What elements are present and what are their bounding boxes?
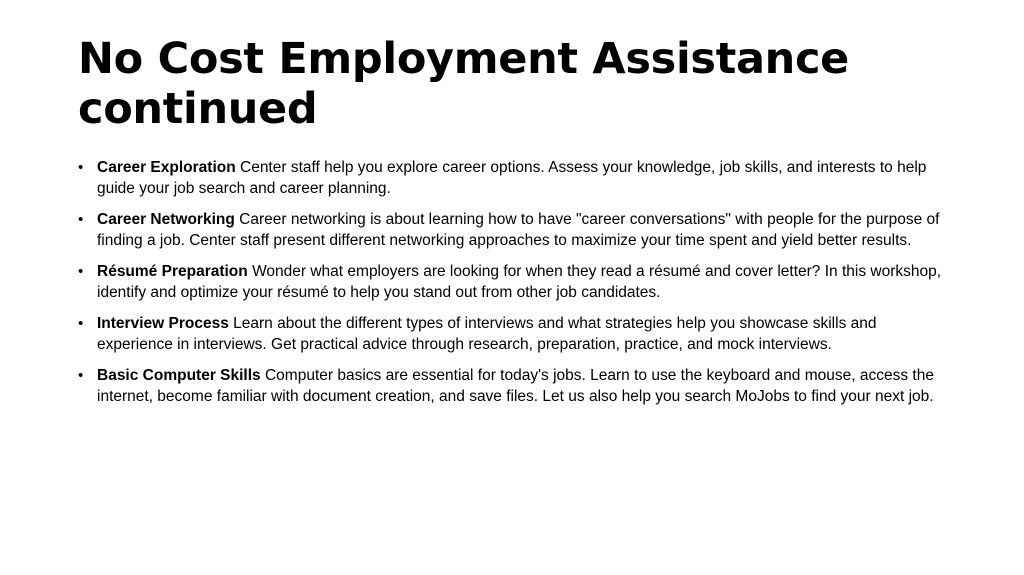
bullet-text: Center staff help you explore career options. Assess your knowledge, job skills, and interests to help guide your job search and career planning. bbox=[97, 159, 927, 197]
slide-title: No Cost Employment Assistance continued bbox=[78, 34, 850, 134]
bullet-icon: • bbox=[78, 159, 84, 176]
bullet-term: Career Exploration bbox=[97, 159, 236, 176]
bullet-text: Career networking is about learning how to have "career conversations" with people for the purpose of finding a job. Center staff present different networking approaches to maximize your time spent and yield better results. bbox=[97, 211, 940, 249]
bullet-term: Basic Computer Skills bbox=[97, 367, 261, 384]
bullet-icon: • bbox=[78, 367, 84, 384]
list-item-career-exploration bbox=[78, 157, 948, 199]
bullet-list bbox=[78, 157, 948, 417]
bullet-icon: • bbox=[78, 315, 84, 332]
bullet-text: Learn about the different types of interviews and what strategies help you showcase skills and experience in interviews. Get practical advice through research, preparation, practice, and mock interviews. bbox=[97, 315, 877, 353]
bullet-term: Interview Process bbox=[97, 315, 229, 332]
list-item-interview-process bbox=[78, 313, 948, 355]
bullet-text: Computer basics are essential for today's jobs. Learn to use the keyboard and mouse, access the internet, become familiar with document creation, and save files. Let us also help you search MoJobs to find your next job. bbox=[97, 367, 934, 405]
bullet-text: Wonder what employers are looking for when they read a résumé and cover letter? In this workshop, identify and optimize your résumé to help you stand out from other job candidates. bbox=[97, 263, 942, 301]
list-item-resume-preparation bbox=[78, 261, 948, 303]
bullet-icon: • bbox=[78, 211, 84, 228]
list-item-career-networking bbox=[78, 209, 948, 251]
bullet-term: Résumé Preparation bbox=[97, 263, 248, 280]
bullet-term: Career Networking bbox=[97, 211, 235, 228]
bullet-icon: • bbox=[78, 263, 84, 280]
list-item-basic-computer-skills bbox=[78, 365, 948, 407]
